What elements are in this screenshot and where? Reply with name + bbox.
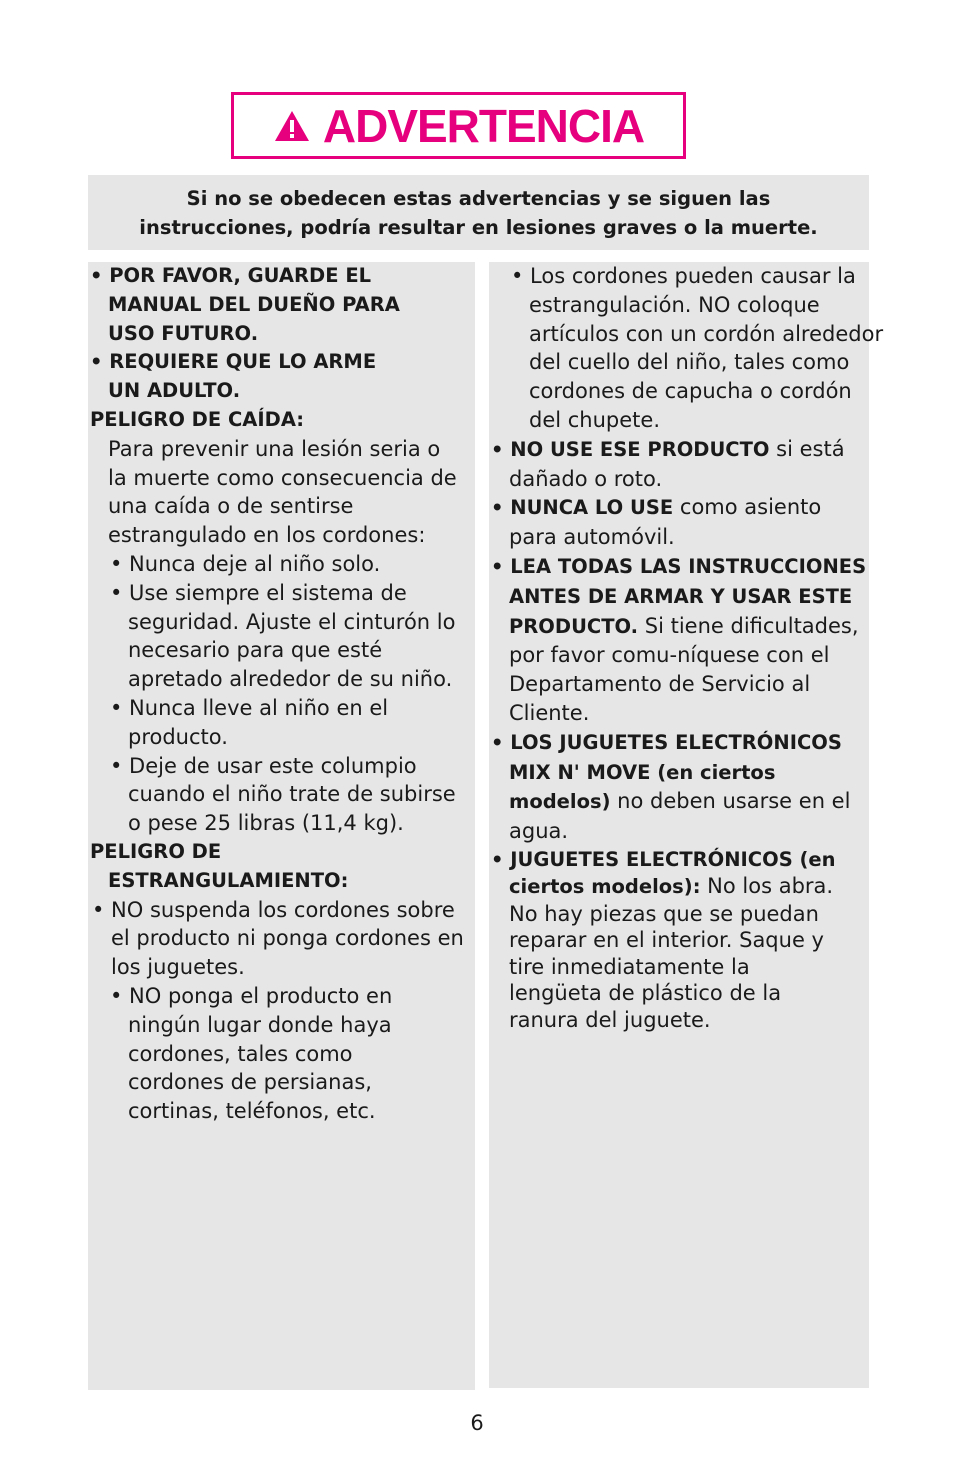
fall-item: • Nunca deje al niño solo.: [110, 551, 381, 576]
page-number: 6: [470, 1411, 484, 1435]
fall-item: • Nunca lleve al niño en el producto.: [110, 695, 389, 749]
never-use-bold: • NUNCA LO USE: [491, 496, 674, 520]
never-use-bullet: [491, 493, 869, 552]
mix-n-move-bold: • LOS JUGUETES ELECTRÓNICOS MIX N' MOVE (en ciertos modelos): [491, 730, 842, 814]
intro-line-2: instrucciones, podría resultar en lesiones graves o la muerte.: [139, 215, 818, 239]
fall-item: • Deje de usar este columpio cuando el niño trate de subirse o pese 25 libras (11,4 kg).: [110, 753, 456, 836]
strangulation-heading: PELIGRO DE: [90, 839, 222, 863]
strangulation-heading-2: ESTRANGULAMIENTO:: [108, 868, 349, 892]
strangulation-bullet: • NO suspenda los cordones sobre el producto ni ponga cordones en los juguetes.: [92, 897, 464, 980]
bullet-save-manual: • POR FAVOR, GUARDE EL MANUAL DEL DUEÑO PARA USO FUTURO.: [90, 264, 400, 345]
mix-n-move-text: no deben usarse en el agua.: [509, 789, 851, 844]
fall-hazard-text: Para prevenir una lesión seria o la muerte como consecuencia de una caída o de sentirse estrangulado en los cordones:: [108, 436, 457, 548]
warning-title: ADVERTENCIA: [322, 99, 645, 152]
do-not-use-text: si está dañado o roto.: [509, 436, 845, 491]
never-use-text: como asiento para automóvil.: [509, 495, 822, 550]
do-not-use-bold: • NO USE ESE PRODUCTO: [491, 437, 770, 461]
mix-n-move-bullet: [491, 728, 869, 846]
intro-notice: [88, 175, 869, 250]
left-column: [88, 262, 475, 1390]
cords-warning: • Los cordones pueden causar la estrangulación. NO coloque artículos con un cordón alrededor del cuello del niño, tales como cordones de capucha o cordón del chupete.: [511, 264, 884, 432]
fall-item: • Use siempre el sistema de seguridad. Ajuste el cinturón lo necesario para que esté apretado alrededor de su niño.: [110, 580, 456, 692]
strangulation-bullet: • NO ponga el producto en ningún lugar donde haya cordones, tales como cordones de persianas, cortinas, teléfonos, etc.: [110, 983, 393, 1124]
read-instructions-bullet: [491, 552, 869, 728]
electronic-toys-text: No los abra. No hay piezas que se puedan reparar en el interior. Saque y tire inmediatamente la lengüeta de plástico de la ranura del juguete.: [509, 874, 834, 1032]
warning-triangle-icon: [273, 109, 311, 143]
intro-line-1: Si no se obedecen estas advertencias y se siguen las: [186, 186, 771, 210]
fall-hazard-heading: PELIGRO DE CAÍDA:: [90, 407, 305, 431]
read-instructions-text: Si tiene dificultades, por favor comu-níquese con el Departamento de Servicio al Cliente.: [509, 613, 859, 725]
warning-header: [231, 92, 686, 159]
electronic-toys-bold: • JUGUETES ELECTRÓNICOS (en ciertos modelos):: [491, 847, 836, 899]
read-instructions-bold: • LEA TODAS LAS INSTRUCCIONES ANTES DE ARMAR Y USAR ESTE PRODUCTO.: [491, 554, 867, 638]
right-column: [489, 262, 884, 1388]
do-not-use-bullet: [491, 435, 854, 494]
electronic-toys-bullet: [491, 846, 849, 1034]
bullet-adult-assembly: • REQUIERE QUE LO ARME UN ADULTO.: [90, 350, 377, 403]
